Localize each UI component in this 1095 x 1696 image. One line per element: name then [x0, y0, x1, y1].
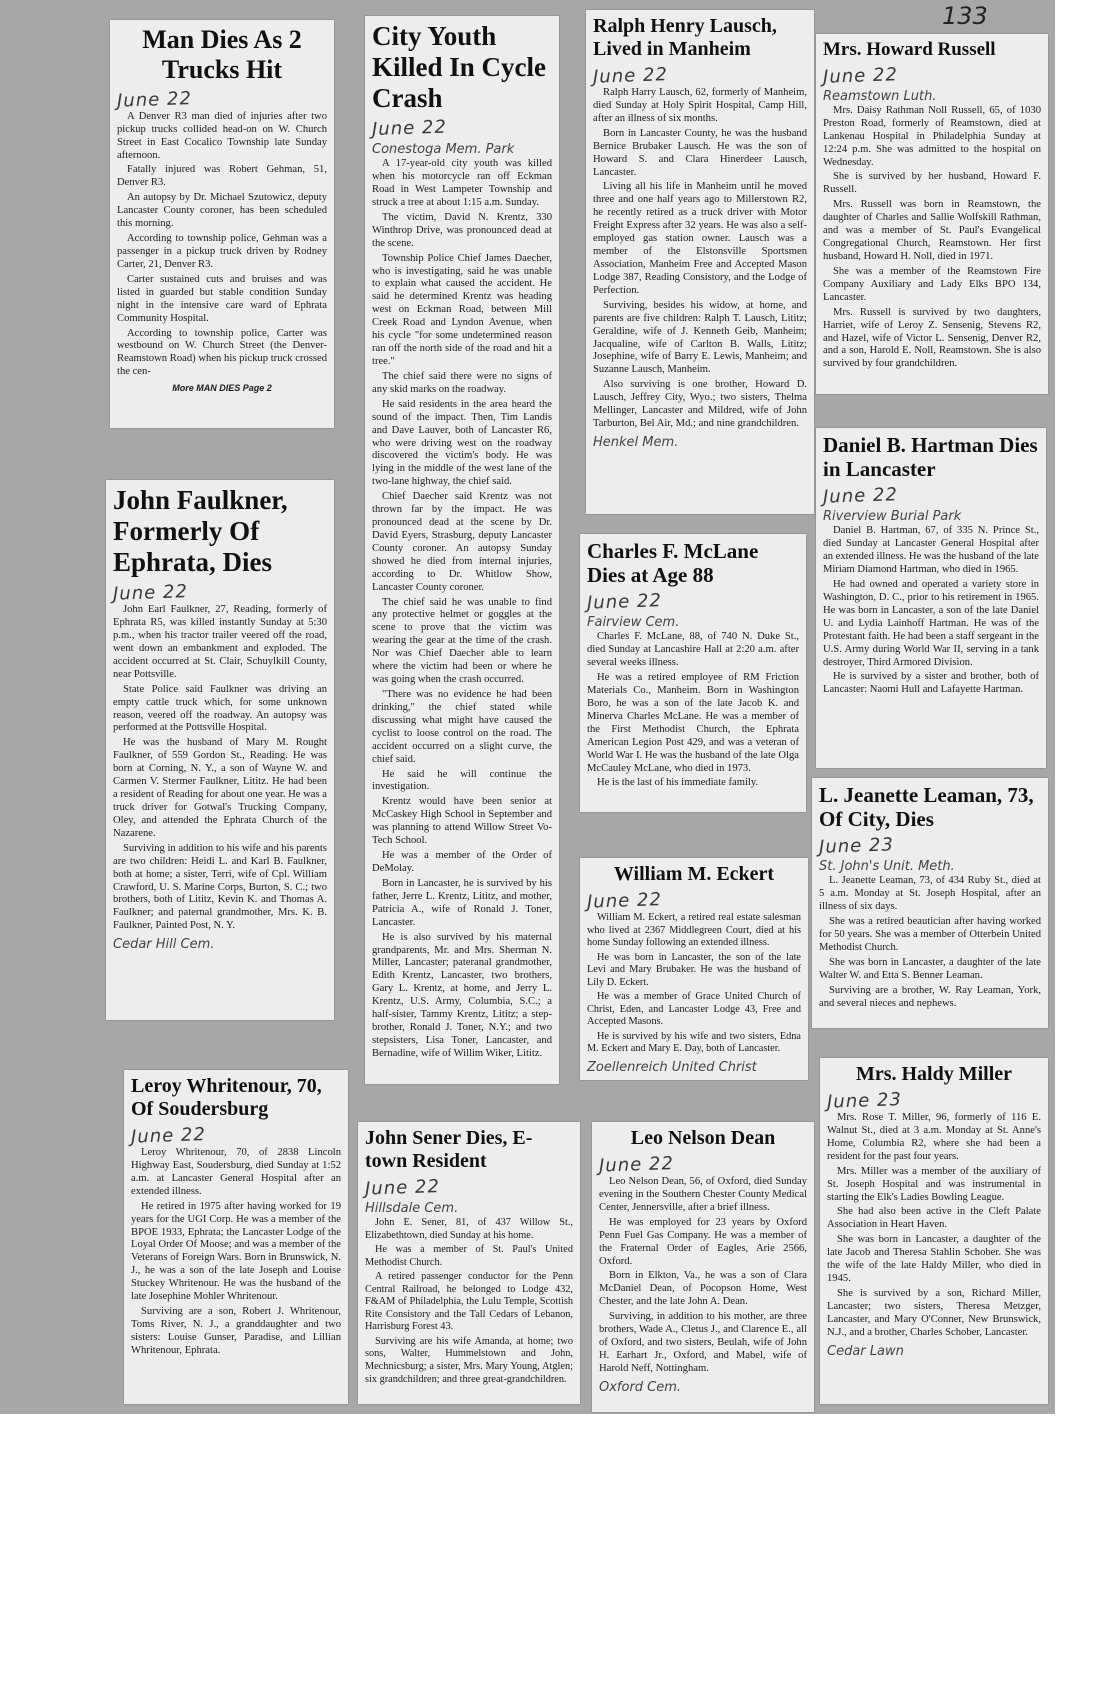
clipping-lausch: [586, 10, 814, 514]
article-paragraph: Born in Lancaster County, he was the husband Bernice Brubaker Lausch. He was the son of Howard S. and Clara Hinerdeer Lausch, Lancaster.: [593, 127, 807, 178]
headline: John Faulkner, Formerly Of Ephrata, Dies: [113, 485, 288, 578]
article-paragraph: Mrs. Russell was born in Reamstown, the daughter of Charles and Sallie Wolfskill Rathman, and was a member of St. Paul's Evangelical Congregational Church, Reamstown. Her first husband, Howard H. Noll, died in 1971.: [823, 199, 1041, 262]
article-paragraph: He retired in 1975 after having worked for 19 years for the UGI Corp. He was a member of the BPOE 1933, Ephrata; the Lancaster Lodge of the Loyal Order Of Moose; and was a member of the Veterans of Foreign Wars. Born in Brunswick, N. J., he was a son of the late Joseph and Louise Stuckey Whritenour. He was the husband of the late Josephine Mohler Whritenour.: [131, 1200, 341, 1303]
article-paragraph: Mrs. Miller was a member of the auxiliary of St. Joseph Hospital and was instrumental in starting the Elk's Ladies Bowling League.: [827, 1165, 1041, 1203]
cemetery-note: Cedar Lawn: [827, 1343, 904, 1359]
clipping-city-youth: [365, 16, 559, 1084]
date-note: June 22: [371, 116, 448, 141]
clipping-eckert: [580, 858, 808, 1080]
headline: Ralph Henry Lausch, Lived in Manheim: [593, 15, 777, 60]
article-paragraph: He was the husband of Mary M. Rought Faulkner, of 559 Gordon St., Reading. He was born at Corning, N. Y., a son of Wayne W. and Carmen V. Stermer Faulkner, Lititz. He had been a resident of Reading for about one year. He was a truck driver for Gotwal's Trucking Company, Oley, and attended the Ephrata Church of the Nazarene.: [113, 737, 327, 839]
article-paragraph: She was a member of the Reamstown Fire Company Auxiliary and Lady Elks BPO 134, Lancaster.: [823, 265, 1041, 303]
article-paragraph: Township Police Chief James Daecher, who is investigating, said he was unable to explain what caused the accident. He said he determined Krentz was heading west on Eckman Road, between Mill Creek Road and Lyndon Avenue, when his cycle "for some undetermined reason ran off the north side of the road and hit a tree.": [372, 252, 552, 367]
article-paragraph: She was a retired beautician after having worked for 50 years. She was a member of Otterbein United Methodist Church.: [819, 916, 1041, 953]
cemetery-note: Henkel Mem.: [593, 434, 679, 450]
article-paragraph: Mrs. Daisy Rathman Noll Russell, 65, of 1030 Preston Road, formerly of Reamstown, died at Lankenau Hospital in Philadelphia Sunday at 12:24 p.m. She was admitted to the hospital on Wednesday.: [823, 104, 1041, 168]
clipping-whritenour: [124, 1070, 348, 1404]
article-paragraph: She is survived by a son, Richard Miller, Lancaster; two sisters, Theresa Metzger, Lancaster, and Mary O'Conner, New Brunswick, N.J., and a brother, Charles Schober, Lancaster.: [827, 1287, 1041, 1338]
headline: L. Jeanette Leaman, 73, Of City, Dies: [819, 783, 1034, 832]
article-body: [823, 525, 1039, 697]
article-paragraph: Mrs. Rose T. Miller, 96, formerly of 116 E. Walnut St., died at 3 a.m. Monday at St. Anne's Home, Columbia R2, where she had been a resident for the past four years.: [827, 1112, 1041, 1162]
headline: Mrs. Howard Russell: [823, 39, 996, 60]
article-paragraph: Mrs. Russell is survived by two daughters, Harriet, wife of Leroy Z. Sensenig, Stevens R2, and Hazel, wife of Victor L. Sensenig, Denver R2, and a son, Harold E. Noll, Reamstown. She is also survived by four grandchildren.: [823, 306, 1041, 370]
article-paragraph: He was a retired employee of RM Friction Materials Co., Manheim. Born in Washington Boro, he was a son of the late Jacob K. and Minerva Charles McLane. He was a member of the First Methodist Church, the Ephrata American Legion Post 429, and was a veteran of World War I. He was the husband of the late Olga McCauley McLane, who died in 1973.: [587, 672, 799, 774]
headline: Leroy Whritenour, 70, Of Soudersburg: [131, 1075, 322, 1120]
article-body: [131, 1147, 341, 1358]
clipping-miller: [820, 1058, 1048, 1404]
clipping-man-dies: [110, 20, 334, 428]
cemetery-note: Cedar Hill Cem.: [113, 937, 215, 953]
cemetery-note: Reamstown Luth.: [823, 88, 937, 104]
article-paragraph: Also surviving is one brother, Howard D. Lausch, Jeffrey City, Wyo.; two sisters, Thelma Mellinger, Lancaster and Mildred, wife of John Tarburton, Bel Air, Md.; and nine grandchildren.: [593, 379, 807, 430]
article-paragraph: Charles F. McLane, 88, of 740 N. Duke St., died Sunday at Lancashire Hall at 2:20 a.m. after several weeks illness.: [587, 631, 799, 669]
cemetery-note: Conestoga Mem. Park: [372, 142, 515, 158]
article-paragraph: State Police said Faulkner was driving an empty cattle truck which, for some unknown reason, veered off the roadway. An autopsy was performed at the Pottsville Hospital.: [113, 683, 327, 734]
clipping-mclane: [580, 534, 806, 812]
headline: City Youth Killed In Cycle Crash: [372, 21, 546, 114]
article-paragraph: Surviving are his wife Amanda, at home; two sons, Walter, Hummelstown and John, Mechnicsburg; a sister, Mrs. Mary Young, Atglen; six grandchildren; and three great-grandchildren.: [365, 1335, 573, 1385]
article-paragraph: According to township police, Carter was westbound on W. Church Street (the Denver-Reamstown Road) when his pickup truck crossed the cen-: [117, 327, 327, 378]
clipping-hartman: [816, 428, 1046, 768]
clipping-russell: [816, 34, 1048, 394]
cemetery-note: Zoellenreich United Christ: [587, 1060, 757, 1076]
date-note: June 22: [586, 590, 663, 614]
cemetery-note: St. John's Unit. Meth.: [819, 859, 955, 875]
article-body: [587, 912, 801, 1056]
article-paragraph: He was employed for 23 years by Oxford Penn Fuel Gas Company. He was a member of the Fraternal Order of Eagles, Arie 2566, Oxford.: [599, 1216, 807, 1267]
article-paragraph: A 17-year-old city youth was killed when his motorcycle ran off Eckman Road in West Lampeter Township and struck a tree at about 1:15 a.m. Sunday.: [372, 158, 552, 208]
date-note: June 22: [592, 64, 669, 88]
headline: Daniel B. Hartman Dies in Lancaster: [823, 433, 1038, 482]
article-paragraph: She had also been active in the Cleft Palate Association in Heart Haven.: [827, 1206, 1041, 1231]
headline: William M. Eckert: [613, 863, 775, 885]
article-paragraph: An autopsy by Dr. Michael Szutowicz, deputy Lancaster County coroner, has been scheduled this morning.: [117, 192, 327, 230]
clipping-sener: [358, 1122, 580, 1404]
article-paragraph: Carter sustained cuts and bruises and was listed in guarded but stable condition Sunday night in the intensive care ward of Ephrata Community Hospital.: [117, 273, 327, 324]
date-note: June 22: [364, 1176, 441, 1200]
date-note: June 22: [130, 1124, 207, 1148]
article-paragraph: The victim, David N. Krentz, 330 Winthrop Drive, was pronounced dead at the scene.: [372, 211, 552, 249]
headline: Man Dies As 2 Trucks Hit: [142, 25, 302, 84]
article-body: [365, 1217, 573, 1386]
article-paragraph: She is survived by her husband, Howard F. Russell.: [823, 171, 1041, 196]
headline: Charles F. McLane Dies at Age 88: [587, 539, 759, 588]
article-paragraph: Surviving are a son, Robert J. Whritenour, Toms River, N. J., a granddaughter and two sisters: Louise Gunser, Paradise, and Lillian Whritenour, Ephrata.: [131, 1306, 341, 1356]
article-paragraph: He is also survived by his maternal grandparents, Mr. and Mrs. Sherman N. Miller, Lancaster; pateranal grandmother, Edith Krentz, Lancaster, two brothers, Gary L. Krentz, at home, and Jerry L. Krentz, U.S. Army, Columbia, S.C.; a half-sister, Tammy Krentz, Lititz; a step-brother, Ronald J. Toner, N.Y.; and two stepsisters, Lisa Toner, Lancaster, and Bernadine, wife of Willim Wiker, Lititz.: [372, 931, 552, 1059]
article-body: [117, 111, 327, 379]
article-paragraph: She was born in Lancaster, a daughter of the late Jacob and Theresa Stahlin Schober. She was the wife of the late Haldy Miller, who died in 1945.: [827, 1234, 1041, 1285]
clipping-faulkner: [106, 480, 334, 1020]
article-paragraph: He is survived by a sister and brother, both of Lancaster: Naomi Hull and Lafayette Hartman.: [823, 671, 1039, 696]
article-paragraph: Leroy Whritenour, 70, of 2838 Lincoln Highway East, Soudersburg, died Sunday at 1:52 a.m. at Lancaster General Hospital after an extended illness.: [131, 1147, 341, 1197]
article-paragraph: She was born in Lancaster, a daughter of the late Walter W. and Etta S. Benner Leaman.: [819, 956, 1041, 981]
article-paragraph: Leo Nelson Dean, 56, of Oxford, died Sunday evening in the Southern Chester County Medical Center, Jennersville, after a brief illness.: [599, 1176, 807, 1213]
article-body: [113, 604, 327, 933]
article-paragraph: He is survived by his wife and two sisters, Edna M. Eckert and Mary E. Day, both of Lancaster.: [587, 1030, 801, 1055]
article-paragraph: L. Jeanette Leaman, 73, of 434 Ruby St., died at 5 a.m. Monday at St. Joseph Hospital, after an illness of six days.: [819, 875, 1041, 913]
article-paragraph: Born in Elkton, Va., he was a son of Clara McDaniel Dean, of Pocopson Home, West Chester, and the late John A. Dean.: [599, 1270, 807, 1308]
cemetery-note: Oxford Cem.: [599, 1379, 682, 1395]
article-paragraph: He was a member of the Order of DeMolay.: [372, 850, 552, 874]
cemetery-note: Fairview Cem.: [587, 615, 680, 631]
article-body: [823, 105, 1041, 371]
date-note: June 22: [598, 1153, 675, 1177]
article-paragraph: Fatally injured was Robert Gehman, 51, Denver R3.: [117, 164, 327, 189]
date-note: June 22: [822, 484, 899, 509]
article-paragraph: Surviving in addition to his wife and his parents are two children: Heidi L. and Karl B. Faulkner, both at home; a sister, Terri, wife of Cpl. William Crawford, U. S. Marine Corps, Burton, S. C.; two brothers, both of Lititz, Kevin K. and Thomas A. Faulkner; and paternal grandmother, Mrs. K. B. Faulkner, Painted Post, N. Y.: [113, 842, 327, 932]
article-paragraph: A Denver R3 man died of injuries after two pickup trucks collided head-on on W. Church Street in East Cocalico Township late Sunday afternoon.: [117, 110, 327, 161]
article-body: [593, 87, 807, 431]
article-paragraph: He was a member of St. Paul's United Methodist Church.: [365, 1244, 573, 1268]
article-paragraph: He was a member of Grace United Church of Christ, Eden, and Lancaster Lodge 43, Free and Accepted Masons.: [587, 991, 801, 1028]
article-paragraph: The chief said there were no signs of any skid marks on the roadway.: [372, 370, 552, 395]
article-paragraph: John E. Sener, 81, of 437 Willow St., Elizabethtown, died Sunday at his home.: [365, 1217, 573, 1241]
article-body: [372, 158, 552, 1061]
headline: Leo Nelson Dean: [630, 1127, 776, 1149]
article-paragraph: Ralph Harry Lausch, 62, formerly of Manheim, died Sunday at Holy Spirit Hospital, Camp Hill, after an illness of six months.: [593, 87, 807, 124]
article-paragraph: According to township police, Gehman was a passenger in a pickup truck driven by Rodney Carter, 21, Denver R3.: [117, 233, 327, 270]
date-note: June 22: [116, 87, 193, 112]
article-paragraph: Born in Lancaster, he is survived by his father, Jerre L. Krentz, Lititz, and mother, Patricia A., wife of Ronald J. Toner, Lancaster.: [372, 877, 552, 928]
article-paragraph: Surviving are a brother, W. Ray Leaman, York, and several nieces and nephews.: [819, 984, 1041, 1009]
article-paragraph: A retired passenger conductor for the Penn Central Railroad, he belonged to Lodge 432, F&AM of Philadelphia, the Lulu Temple, Scottish Rite Consistory and the Tall Cedars of Lebanon, Harrisburg Forest 43.: [365, 1271, 573, 1333]
article-body: [827, 1112, 1041, 1340]
article-body: [587, 631, 799, 790]
article-paragraph: Daniel B. Hartman, 67, of 335 N. Prince St., died Sunday at Lancaster General Hospital after an extended illness. He was the husband of the late Miriam Diamond Hartman, who died in 1965.: [823, 525, 1039, 576]
date-note: June 22: [822, 64, 899, 88]
date-note: June 23: [826, 1089, 903, 1113]
article-paragraph: Surviving, besides his widow, at home, and parents are five children: Ralph T. Lausch, Lititz; Geraldine, wife of J. Kenneth Geib, Manheim; Jacqualine, wife of Carlton B. Walls, Lititz; Josephine, wife of Barry E. Lewis, Manheim; and Suzanne Lausch, Manheim.: [593, 299, 807, 376]
headline: John Sener Dies, E-town Resident: [365, 1127, 533, 1172]
cemetery-note: Hillsdale Cem.: [365, 1201, 459, 1216]
clipping-dean: [592, 1122, 814, 1412]
article-paragraph: Chief Daecher said Krentz was not thrown far by the impact. He was pronounced dead at the scene by Dr. David Eyers, Strasburg, deputy Lancaster County coroner. An autopsy Sunday showed he died from internal injuries, according to Dr. Whitlow Show, Lancaster County coroner.: [372, 491, 552, 593]
article-body: [819, 875, 1041, 1010]
article-paragraph: "There was no evidence he had been drinking," the chief stated while discussing what might have caused the cyclist to loose control on the road. The accident occurred on a slight curve, the chief said.: [372, 689, 552, 765]
date-note: June 23: [818, 834, 895, 859]
article-paragraph: John Earl Faulkner, 27, Reading, formerly of Ephrata R5, was killed instantly Sunday at 5:30 p.m., when his tractor trailer veered off the road, went down an embankment and exploded. The accident occurred at St. Clair, Schuylkill County, near Pottsville.: [113, 604, 327, 680]
date-note: June 22: [112, 581, 189, 605]
headline: Mrs. Haldy Miller: [855, 1063, 1013, 1085]
cemetery-note: Riverview Burial Park: [823, 509, 962, 525]
article-paragraph: Krentz would have been senior at McCaskey High School in September and was planning to attend Willow Street Vo-Tech School.: [372, 796, 552, 847]
article-paragraph: William M. Eckert, a retired real estate salesman who lived at 2367 Middlegreen Court, died at his home Sunday following an extended illness.: [587, 912, 801, 949]
clipping-leaman: [812, 778, 1048, 1028]
article-body: [599, 1176, 807, 1376]
article-paragraph: He said residents in the area heard the sound of the impact. Then, Tim Landis and Dave Lauver, both of Lancaster R6, who were driving west on the roadway discovered the victim's body. He was lying in the middle of the west lane of the two-lane highway, the chief said.: [372, 398, 552, 488]
article-paragraph: Surviving, in addition to his mother, are three brothers, Wade A., Cletus J., and Clarence E., all of Oxford, and two sisters, Beulah, wife of John H. Earhart Jr., Oxford, and Mabel, wife of Harold Neff, Nottingham.: [599, 1311, 807, 1374]
article-paragraph: He is the last of his immediate family.: [597, 777, 759, 789]
article-paragraph: The chief said he was unable to find any protective helmet or goggles at the scene to prove that the victim was wearing the gear at the time of the crash. Nor was Chief Daecher able to learn where the victim had been or where he was going when the crash occurred.: [372, 596, 552, 686]
continuation-note: More MAN DIES Page 2: [172, 383, 272, 394]
article-paragraph: He said he will continue the investigation.: [372, 768, 552, 793]
article-paragraph: Living all his life in Manheim until he moved three and one half years ago to Millerstown R2, he recently retired as a truck driver with Motor Freight Express after 32 years. He was also a self-employed gas station owner. Lausch was a member of the Elstonsville Sportsmen Association, Manheim Free and Accepted Mason Lodge 387, Reading Consistory, and the Lodge of Perfection.: [593, 181, 807, 296]
article-paragraph: He had owned and operated a variety store in Washington, D. C., prior to his retirement in 1965. He was born in Lancaster, a son of the late Daniel U. and Lydia Lainhoff Hartman. He was of the Protestant faith. He had been a staff sergeant in the U.S. Army during World War II, serving in a tank destroyer, Third Armored Division.: [823, 578, 1039, 668]
article-paragraph: He was born in Lancaster, the son of the late Levi and Mary Brubaker. He was the husband of Lily D. Eckert.: [587, 951, 801, 988]
page-number: 133: [942, 2, 988, 30]
date-note: June 22: [586, 889, 663, 913]
